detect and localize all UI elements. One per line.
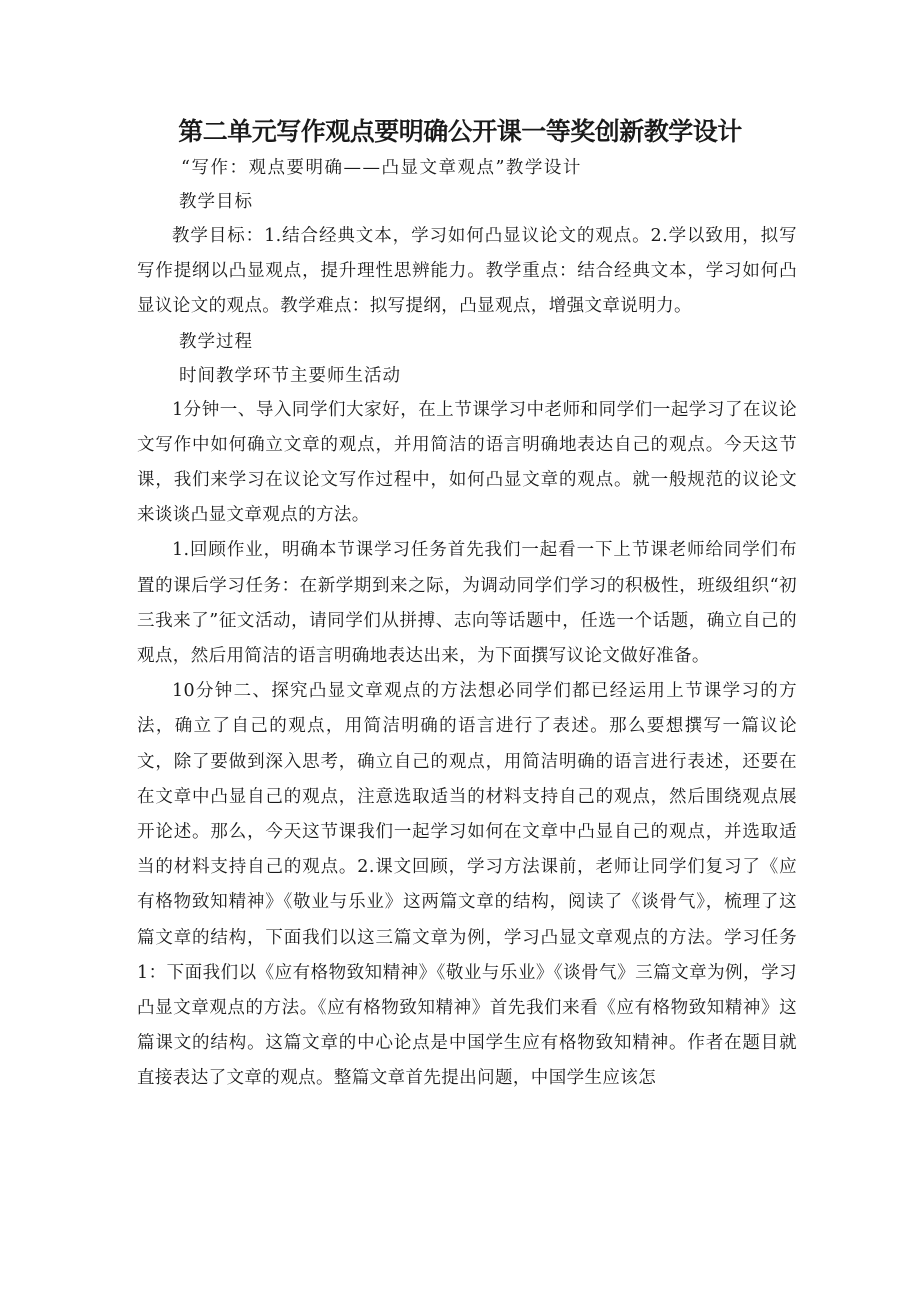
document-subtitle: “写作：观点要明确——凸显文章观点”教学设计 bbox=[181, 158, 582, 178]
body-paragraph: 10分钟二、探究凸显文章观点的方法想必同学们都已经运用上节课学习的方法，确立了自己的观点，用简洁明确的语言进行了表述。那么要想撰写一篇议论文，除了要做到深入思考，确立自己的观点，用简洁明确的语言进行表述，还要在在文章中凸显自己的观点，注意选取适当的材料支持自己的观点，然后围绕观点展开论述。那么，今天这节课我们一起学习如何在文章中凸显自己的观点，并选取适当的材料支持自己的观点。2.课文回顾，学习方法课前，老师让同学们复习了《应有格物致知精神》《敬业与乐业》这两篇文章的结构，阅读了《谈骨气》，梳理了这篇文章的结构，下面我们以这三篇文章为例，学习凸显文章观点的方法。学习任务1：下面我们以《应有格物致知精神》《敬业与乐业》《谈骨气》三篇文章为例，学习凸显文章观点的方法。《应有格物致知精神》首先我们来看《应有格物致知精神》这篇课文的结构。这篇文章的中心论点是中国学生应有格物致知精神。作者在题目就直接表达了文章的观点。整篇文章首先提出问题，中国学生应该怎 bbox=[137, 681, 797, 1089]
document-title: 第二单元写作观点要明确公开课一等奖创新教学设计 bbox=[178, 117, 742, 146]
goals-paragraph: 教学目标：1.结合经典文本，学习如何凸显议论文的观点。2.学以致用，拟写写作提纲以凸显观点，提升理性思辨能力。教学重点：结合经典文本，学习如何凸显议论文的观点。教学难点：拟写提纲，凸显观点，增强文章说明力。 bbox=[137, 226, 797, 317]
table-header-line: 时间教学环节主要师生活动 bbox=[179, 365, 401, 386]
body-paragraph: 1.回顾作业，明确本节课学习任务首先我们一起看一下上节课老师给同学们布置的课后学习任务：在新学期到来之际，为调动同学们学习的积极性，班级组织“初三我来了”征文活动，请同学们从拼搏、志向等话题中，任选一个话题，确立自己的观点，然后用简洁的语言明确地表达出来，为下面撰写议论文做好准备。 bbox=[137, 540, 797, 667]
body-paragraph: 1分钟一、导入同学们大家好，在上节课学习中老师和同学们一起学习了在议论文写作中如何确立文章的观点，并用简洁的语言明确地表达自己的观点。今天这节课，我们来学习在议论文写作过程中，如何凸显文章的观点。就一般规范的议论文来谈谈凸显文章观点的方法。 bbox=[137, 399, 797, 526]
section-heading-process: 教学过程 bbox=[179, 331, 253, 352]
section-heading-goals: 教学目标 bbox=[179, 192, 253, 212]
document-body bbox=[137, 151, 797, 1097]
